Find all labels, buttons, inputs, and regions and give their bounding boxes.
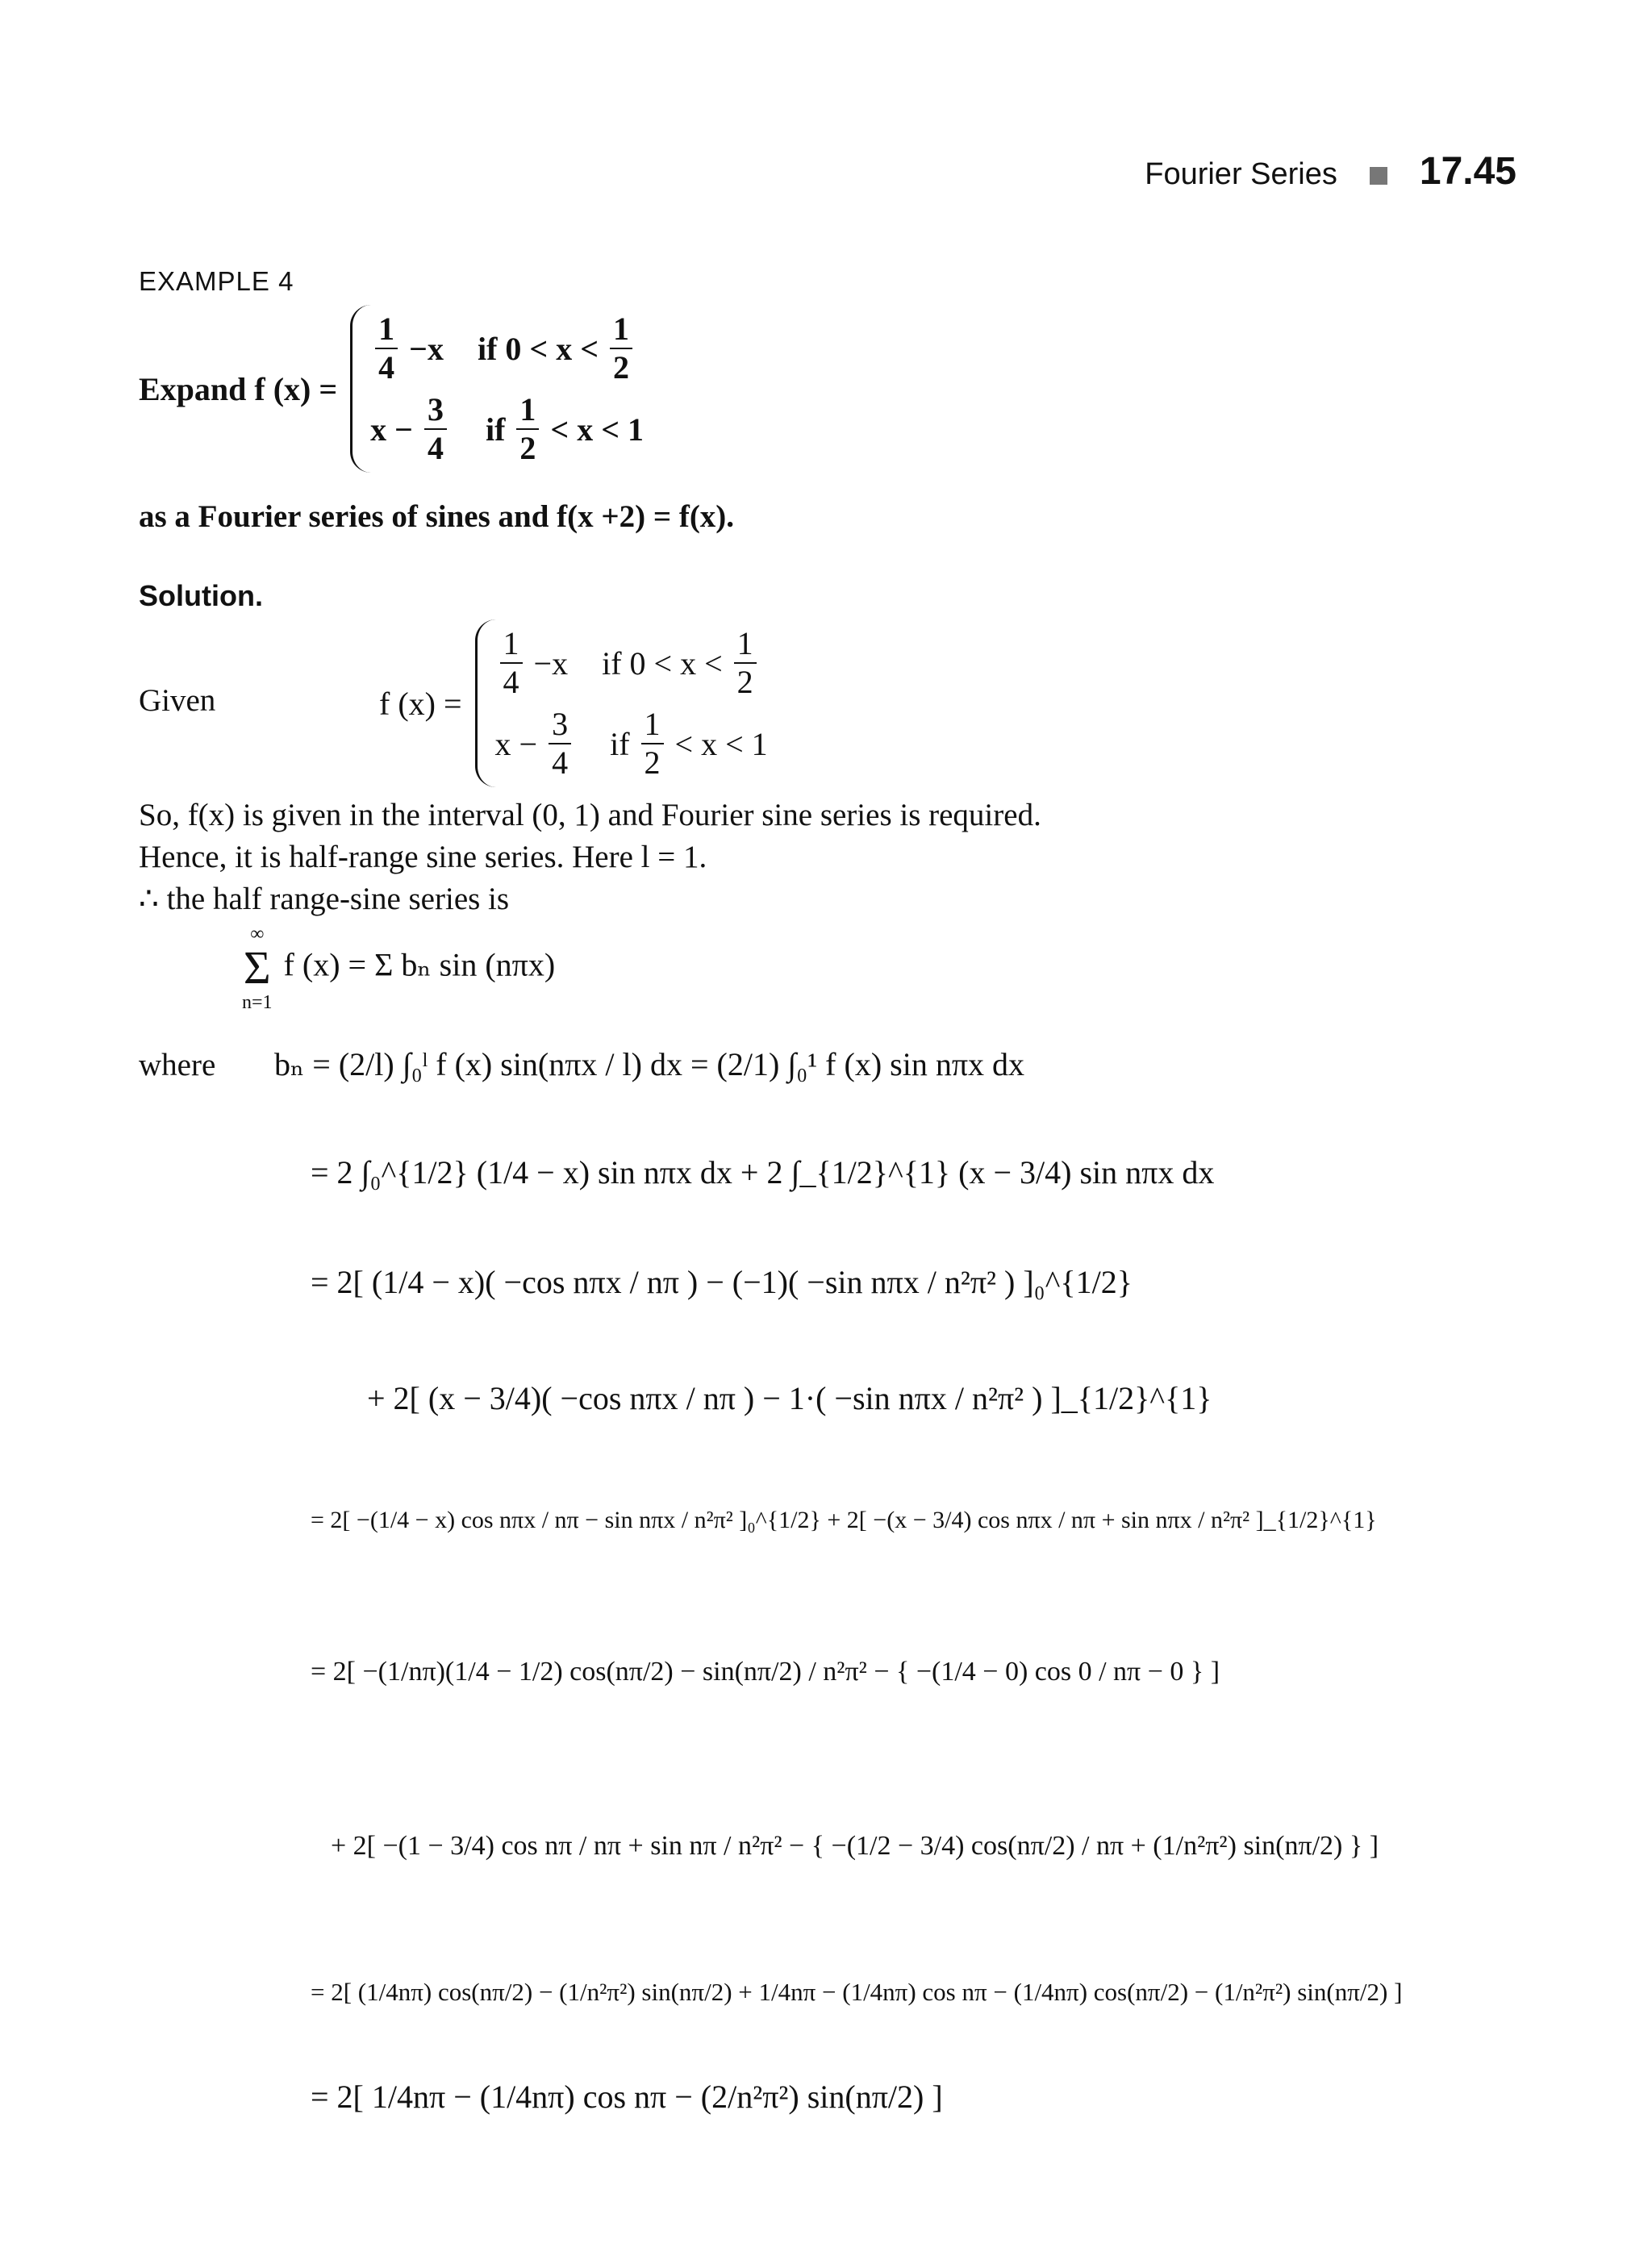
piecewise-case-1: $\frac{1}{4}$ −x if 0 < x < $\frac{1}{2}$	[370, 308, 644, 389]
given-label: Given	[139, 683, 216, 718]
piecewise-case-2: x − $\frac{3}{4}$ if $\frac{1}{2}$ < x < 1	[370, 391, 644, 466]
text-line-2: Hence, it is half-range sine series. Here l = 1.	[139, 840, 707, 874]
derivation-step-3: + 2[ (x − 3/4)( −cos nπx / nπ ) − 1·( −sin nπx / n²π² ) ]_{1/2}^{1}	[367, 1380, 1212, 1416]
derivation-step-1: = 2 ∫₀^{1/2} (1/4 − x) sin nπx dx + 2 ∫_{1/2}^{1} (x − 3/4) sin nπx dx	[311, 1154, 1215, 1191]
derivation-step-5: = 2[ −(1/nπ)(1/4 − 1/2) cos(nπ/2) − sin(nπ/2) / n²π² − { −(1/4 − 0) cos 0 / nπ − 0 } ]	[311, 1657, 1220, 1687]
piecewise-brace	[350, 305, 644, 473]
derivation-step-6: + 2[ −(1 − 3/4) cos nπ / nπ + sin nπ / n²π² − { −(1/2 − 3/4) cos(nπ/2) / nπ + (1/n²π²) sin(nπ/2) } ]	[331, 1831, 1379, 1861]
given-case-2: x − $\frac{3}{4}$ if $\frac{1}{2}$ < x < 1	[494, 706, 768, 781]
series-expression: f (x) = Σ bₙ sin (nπx)	[283, 946, 556, 983]
sine-series	[239, 924, 555, 1012]
given-piecewise-brace	[475, 619, 768, 787]
example-statement	[139, 305, 644, 473]
derivation-step-8: = 2[ 1/4nπ − (1/4nπ) cos nπ − (2/n²π²) sin(nπ/2) ]	[311, 2079, 943, 2115]
example-label: EXAMPLE 4	[139, 266, 294, 296]
given-function	[379, 619, 768, 787]
example-tail: as a Fourier series of sines and f(x +2) = f(x).	[139, 499, 735, 534]
running-title: Fourier Series	[1145, 157, 1337, 191]
bn-definition: bₙ = (2/l) ∫₀ˡ f (x) sin(nπx / l) dx = (2/1) ∫₀¹ f (x) sin nπx dx	[274, 1046, 1025, 1082]
text-line-1: So, f(x) is given in the interval (0, 1) and Fourier sine series is required.	[139, 798, 1041, 832]
text-line-3: ∴ the half range-sine series is	[139, 882, 510, 916]
solution-label: Solution.	[139, 579, 263, 612]
summation-sign: ∞ Σ n=1	[242, 924, 273, 1013]
square-bullet-icon	[1370, 167, 1387, 185]
derivation-step-4: = 2[ −(1/4 − x) cos nπx / nπ − sin nπx / n²π² ]₀^{1/2} + 2[ −(x − 3/4) cos nπx / nπ + sin nπx / n²π² ]_{1/2}^{1}	[311, 1507, 1377, 1533]
where-label: where	[139, 1048, 216, 1082]
expand-lead: Expand f (x) =	[139, 370, 338, 407]
page-number: 17.45	[1419, 150, 1516, 193]
given-case-1: $\frac{1}{4}$ −x if 0 < x < $\frac{1}{2}$	[495, 623, 768, 703]
running-head	[1145, 149, 1516, 194]
derivation-step-2: = 2[ (1/4 − x)( −cos nπx / nπ ) − (−1)( −sin nπx / n²π² ) ]₀^{1/2}	[311, 1264, 1133, 1300]
given-lhs: f (x) =	[379, 685, 462, 722]
derivation-step-7: = 2[ (1/4nπ) cos(nπ/2) − (1/n²π²) sin(nπ/2) + 1/4nπ − (1/4nπ) cos nπ − (1/4nπ) cos(nπ/2) − (1/n²π²) sin(nπ/2) ]	[311, 1978, 1403, 2006]
